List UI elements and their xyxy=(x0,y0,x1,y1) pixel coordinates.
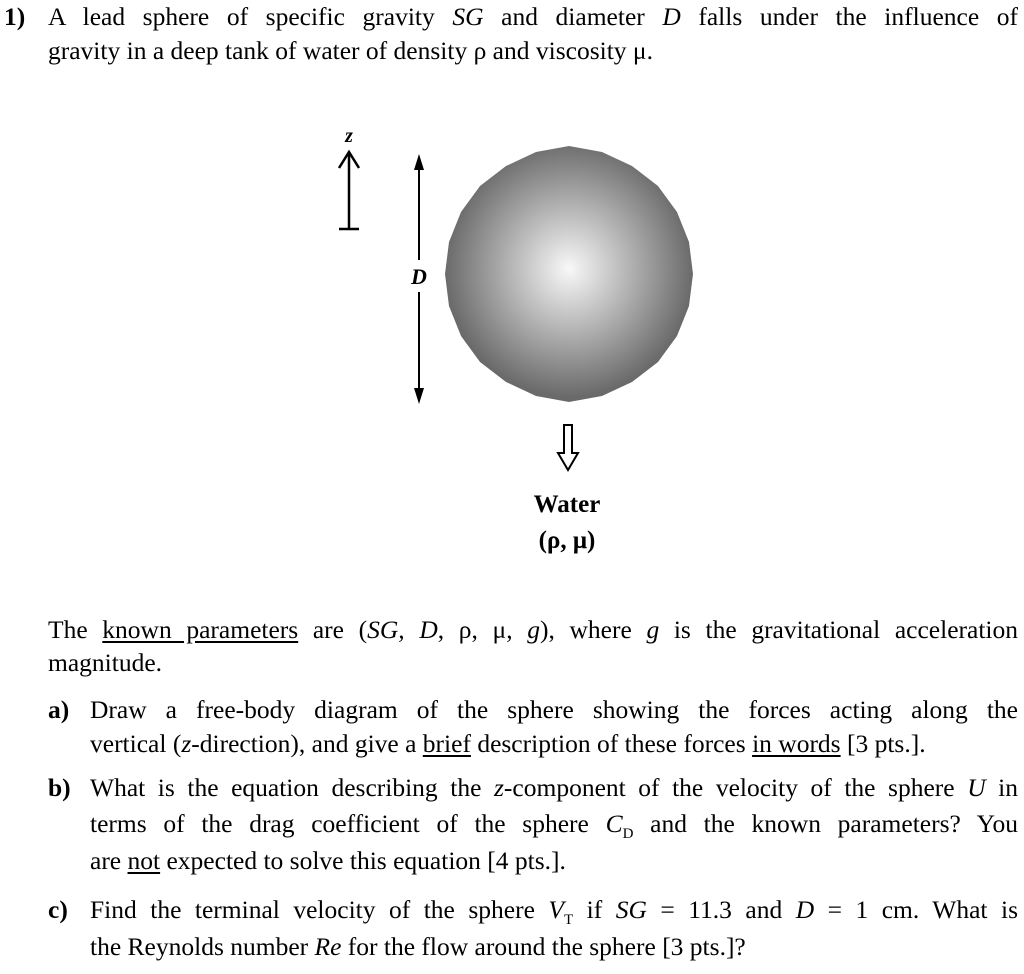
part-c-line1: Find the terminal velocity of the sphere $V_T$ if SG = 11.3 and D = 1 cm. What is xyxy=(90,895,1018,928)
problem-intro-line2: gravity in a deep tank of water of density ρ and viscosity μ. xyxy=(48,36,653,65)
part-b-line1: What is the equation describing the z-component of the velocity of the sphere U in xyxy=(90,773,1019,802)
part-a-line2: vertical (z-direction), and give a brief description of these forces in words [3 pts.]. xyxy=(90,729,926,758)
known-parameters-line2: magnitude. xyxy=(48,648,163,677)
z-axis-arrow xyxy=(339,152,359,229)
water-label: Water xyxy=(533,491,601,518)
part-a-label: a) xyxy=(48,695,70,724)
problem-number: 1) xyxy=(4,2,26,31)
problem-intro-line1: A lead sphere of specific gravity SG and diameter D falls under the influence of xyxy=(48,2,1018,31)
part-b-line2: terms of the drag coefficient of the sphere $C_D$ and the known parameters? You xyxy=(90,809,1018,842)
part-c-label: c) xyxy=(48,895,68,924)
fall-direction-arrow xyxy=(558,425,578,470)
z-axis-label: z xyxy=(345,125,353,147)
part-c-line2: the Reynolds number Re for the flow around the sphere [3 pts.]? xyxy=(90,932,746,961)
part-b-line3: are not expected to solve this equation [4 pts.]. xyxy=(90,846,566,875)
lead-sphere xyxy=(445,146,693,402)
water-properties: (ρ, μ) xyxy=(538,527,596,554)
known-parameters-line1: The known parameters are (SG, D, ρ, μ, g), where g is the gravitational acceleration xyxy=(48,615,1018,644)
diameter-label: D xyxy=(411,264,427,289)
part-a-line1: Draw a free-body diagram of the sphere showing the forces acting along the xyxy=(90,695,1018,724)
part-b-label: b) xyxy=(48,773,71,802)
